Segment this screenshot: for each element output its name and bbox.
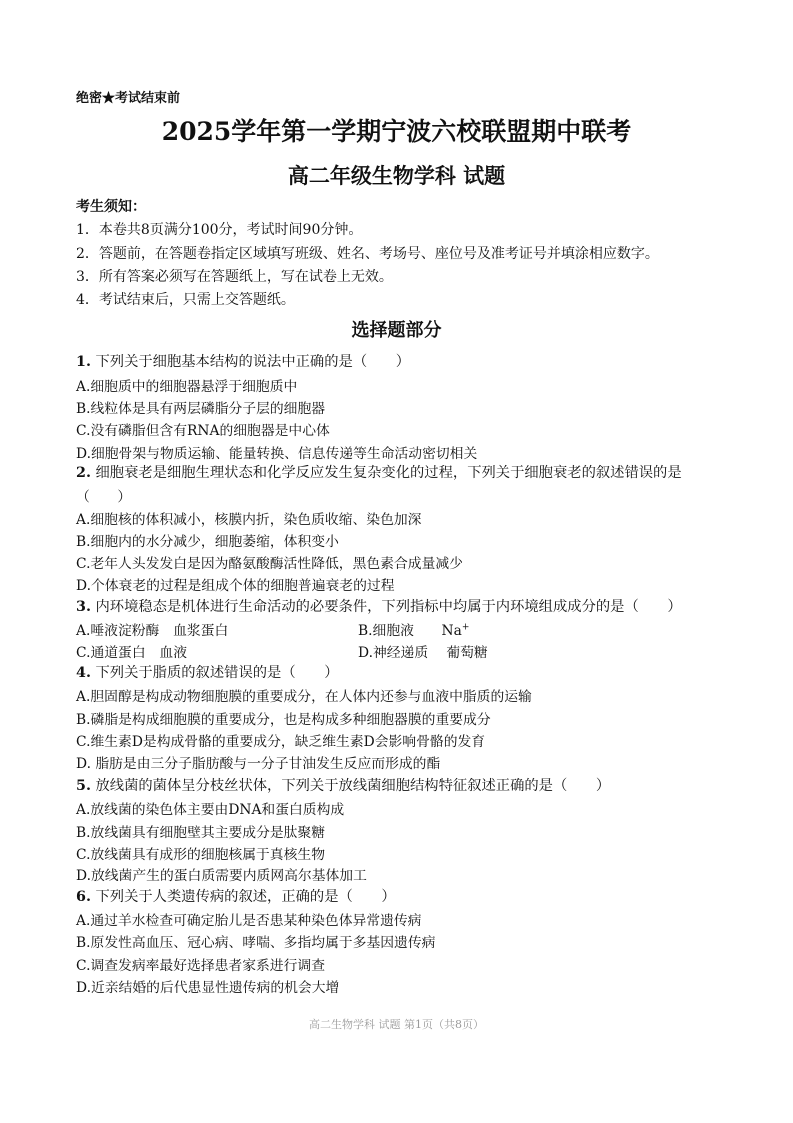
question-number: 5. xyxy=(76,778,91,794)
option: B.原发性高血压、冠心病、哮喘、多指均属于多基因遗传病 xyxy=(76,935,436,951)
option: D. 脂肪是由三分子脂肪酸与一分子甘油发生反应而形成的酯 xyxy=(76,756,441,772)
question-number: 4. xyxy=(76,665,91,681)
option: A.胆固醇是构成动物细胞膜的重要成分，在人体内还参与血液中脂质的运输 xyxy=(76,689,532,705)
option: C.通道蛋白 血液 xyxy=(76,645,188,661)
question-text: 下列关于细胞基本结构的说法中正确的是（ ） xyxy=(95,354,411,370)
notice-item: 3．所有答案必须写在答题纸上，写在试卷上无效。 xyxy=(76,269,393,285)
option: D.个体衰老的过程是组成个体的细胞普遍衰老的过程 xyxy=(76,578,395,594)
question-text: 下列关于人类遗传病的叙述，正确的是（ ） xyxy=(95,889,396,905)
question-text: 细胞衰老是细胞生理状态和化学反应发生复杂变化的过程，下列关于细胞衰老的叙述错误的是 xyxy=(95,465,682,481)
question-stem xyxy=(76,662,339,682)
question-text: 放线菌的菌体呈分枝丝状体，下列关于放线菌细胞结构特征叙述正确的是（ ） xyxy=(95,778,611,794)
option: C.维生素D是构成骨骼的重要成分，缺乏维生素D会影响骨骼的发育 xyxy=(76,734,486,750)
question-number: 2. xyxy=(76,465,91,481)
notice-item: 2．答题前，在答题卷指定区域填写班级、姓名、考场号、座位号及准考证号并填涂相应数字。 xyxy=(76,246,659,262)
option: A.细胞质中的细胞器悬浮于细胞质中 xyxy=(76,379,298,395)
superscript: + xyxy=(461,622,470,633)
option: B.磷脂是构成细胞膜的重要成分，也是构成多种细胞器膜的重要成分 xyxy=(76,712,491,728)
question-text: 下列关于脂质的叙述错误的是（ ） xyxy=(95,665,339,681)
question-stem xyxy=(76,596,682,616)
option: B.线粒体是具有两层磷脂分子层的细胞器 xyxy=(76,401,326,417)
question-stem xyxy=(76,351,410,371)
notice-item: 1．本卷共8页满分100分，考试时间90分钟。 xyxy=(76,222,363,238)
section-title: 选择题部分 xyxy=(351,320,442,341)
option: C.放线菌具有成形的细胞核属于真核生物 xyxy=(76,847,325,863)
option: A.细胞核的体积减小，核膜内折，染色质收缩、染色加深 xyxy=(76,512,422,528)
option: C.老年人头发发白是因为酪氨酸酶活性降低，黑色素合成量减少 xyxy=(76,556,463,572)
option: A.通过羊水检查可确定胎儿是否患某种染色体异常遗传病 xyxy=(76,913,422,929)
option: D.神经递质 葡萄糖 xyxy=(358,645,488,661)
question-number: 1. xyxy=(76,354,91,370)
confidential-label: 绝密★考试结束前 xyxy=(76,91,181,106)
page-footer: 高二生物学科 试题 第1页（共8页） xyxy=(309,1018,484,1031)
question-number: 3. xyxy=(76,599,91,615)
question-text: 内环境稳态是机体进行生命活动的必要条件，下列指标中均属于内环境组成成分的是（ ） xyxy=(95,599,682,615)
notice-heading: 考生须知： xyxy=(76,199,146,215)
exam-title: 2025学年第一学期宁波六校联盟期中联考 xyxy=(161,117,632,146)
question-stem xyxy=(76,462,682,482)
exam-subtitle: 高二年级生物学科 试题 xyxy=(287,163,506,188)
option: C.没有磷脂但含有RNA的细胞器是中心体 xyxy=(76,423,330,439)
notice-item: 4．考试结束后，只需上交答题纸。 xyxy=(76,292,295,308)
question-stem xyxy=(76,886,396,906)
option: B.细胞内的水分减少，细胞萎缩，体积变小 xyxy=(76,534,339,550)
question-stem-continuation: （ ） xyxy=(76,489,132,505)
option: B.放线菌具有细胞壁其主要成分是肽聚糖 xyxy=(76,825,326,841)
option: D.近亲结婚的后代患显性遗传病的机会大增 xyxy=(76,980,340,996)
option: C.调查发病率最好选择患者家系进行调查 xyxy=(76,958,325,974)
option: A.唾液淀粉酶 血浆蛋白 xyxy=(76,623,229,639)
option xyxy=(358,619,469,639)
option: D.细胞骨架与物质运输、能量转换、信息传递等生命活动密切相关 xyxy=(76,446,478,462)
question-number: 6. xyxy=(76,889,91,905)
option: A.放线菌的染色体主要由DNA和蛋白质构成 xyxy=(76,802,345,818)
question-stem xyxy=(76,775,610,795)
option-text: B.细胞液 Na xyxy=(358,623,462,639)
option: D.放线菌产生的蛋白质需要内质网高尔基体加工 xyxy=(76,868,367,884)
